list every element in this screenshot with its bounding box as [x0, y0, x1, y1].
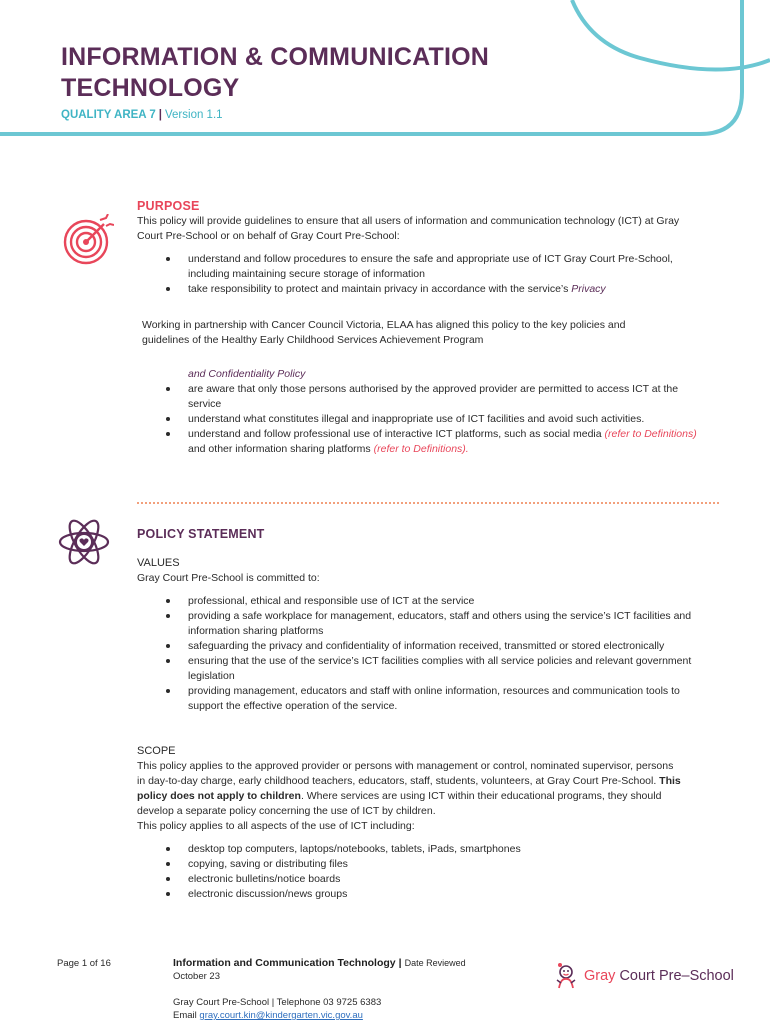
preschool-logo-icon	[551, 962, 581, 992]
purpose-heading: PURPOSE	[137, 199, 200, 213]
footer-org-line: Gray Court Pre-School | Telephone 03 9725 6383	[173, 997, 382, 1008]
list-item: electronic discussion/news groups	[137, 887, 682, 902]
scope-paragraph-2: This policy applies to all aspects of the use of ICT including:	[137, 820, 415, 832]
purpose-bullets-b	[137, 382, 697, 457]
purpose-intro: This policy will provide guidelines to ensure that all users of information and communication technology (ICT) at Gray Court Pre-School or on behalf of Gray Court Pre-School:	[137, 215, 680, 242]
definitions-ref[interactable]: (refer to Definitions)	[604, 428, 697, 440]
list-item: copying, saving or distributing files	[137, 857, 682, 872]
list-item: desktop top computers, laptops/notebooks, tablets, iPads, smartphones	[137, 842, 682, 857]
list-item: understand what constitutes illegal and inappropriate use of ICT facilities and avoid such activities.	[137, 412, 697, 427]
list-item: safeguarding the privacy and confidentiality of information received, transmitted or stored electronically	[137, 639, 697, 654]
scope-heading: SCOPE	[137, 745, 176, 757]
values-list	[137, 594, 697, 714]
policy-statement-heading: POLICY STATEMENT	[137, 527, 265, 541]
privacy-policy-continuation: and Confidentiality Policy	[188, 368, 306, 380]
preschool-logo-text: Gray Court Pre–School	[584, 968, 734, 984]
list-item: understand and follow procedures to ensure the safe and appropriate use of ICT Gray Court Pre-School, including maintaining secure storage of information	[137, 252, 697, 282]
page-number: Page 1 of 16	[57, 958, 111, 969]
version-label: Version 1.1	[165, 109, 223, 121]
definitions-ref[interactable]: (refer to Definitions).	[373, 443, 469, 455]
footer-info: Information and Communication Technology | Date Reviewed October 23 Gray Court Pre-School | Telephone 03 9725 6383 Email gray.court.kin@kindergarten.vic.gov.au	[173, 957, 466, 1021]
atom-heart-icon	[57, 515, 111, 569]
list-item: providing management, educators and staff with online information, resources and communication tools to support the effective operation of the service.	[137, 684, 697, 714]
scope-list	[137, 842, 682, 902]
purpose-bullets-a	[137, 252, 697, 297]
quality-area-label: QUALITY AREA 7	[61, 109, 156, 121]
list-item: understand and follow professional use of interactive ICT platforms, such as social media (refer to Definitions) and other information sharing platforms (refer to Definitions).	[137, 427, 697, 457]
partnership-note: Working in partnership with Cancer Council Victoria, ELAA has aligned this policy to the key policies and guidelines of the Healthy Early Childhood Services Achievement Program	[142, 319, 626, 346]
scope-paragraph-1: This policy applies to the approved provider or persons with management or control, nominated supervisor, persons in day-to-day charge, early childhood teachers, educators, staff, students, volunteers, at Gray Court Pre-School. This policy does not apply to children. Where services are using ICT within their educational programs, they should develop a separate policy concerning the use of ICT by children.	[137, 760, 681, 817]
list-item: electronic bulletins/notice boards	[137, 872, 682, 887]
date-reviewed-label: Date Reviewed	[404, 958, 466, 968]
list-item: ensuring that the use of the service’s ICT facilities complies with all service policies and relevant government legislation	[137, 654, 697, 684]
section-divider	[137, 502, 719, 504]
footer-doc-title: Information and Communication Technology	[173, 957, 396, 969]
purpose-body-continued	[137, 367, 697, 457]
scope-block	[137, 744, 682, 902]
list-item: professional, ethical and responsible use of ICT at the service	[137, 594, 697, 609]
footer-date: October 23	[173, 971, 220, 982]
list-item: take responsibility to protect and maintain privacy in accordance with the service’s Privacy	[137, 282, 697, 297]
values-intro: Gray Court Pre-School is committed to:	[137, 572, 320, 584]
page-title: INFORMATION & COMMUNICATION TECHNOLOGY	[61, 43, 490, 102]
quality-area-line: QUALITY AREA 7 | Version 1.1	[61, 109, 223, 121]
purpose-body	[137, 214, 697, 297]
email-link[interactable]: gray.court.kin@kindergarten.vic.gov.au	[199, 1010, 363, 1021]
values-block	[137, 556, 697, 714]
list-item: are aware that only those persons authorised by the approved provider are permitted to access ICT at the service	[137, 382, 697, 412]
footer-email-line: Email gray.court.kin@kindergarten.vic.gov.au	[173, 1010, 363, 1021]
list-item: providing a safe workplace for management, educators, staff and others using the service’s ICT facilities and information sharing platforms	[137, 609, 697, 639]
target-icon	[62, 214, 114, 266]
values-heading: VALUES	[137, 557, 180, 569]
